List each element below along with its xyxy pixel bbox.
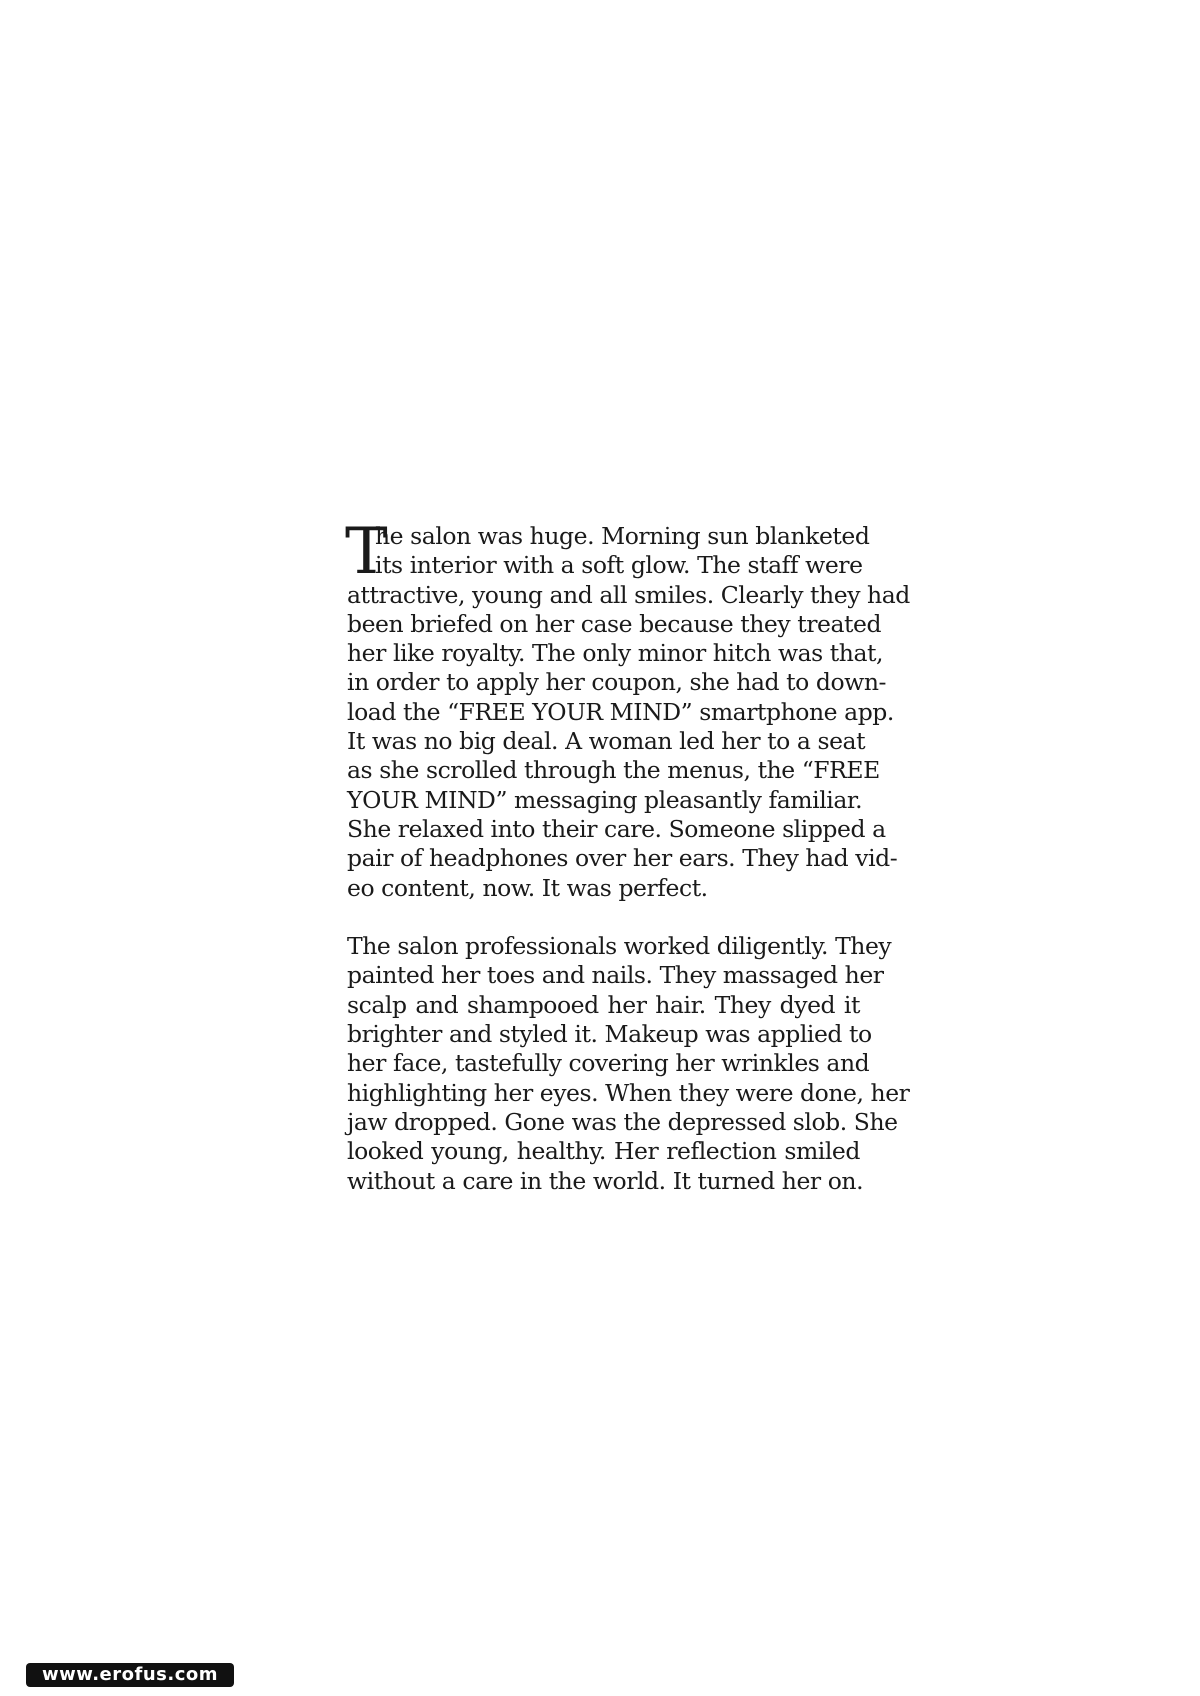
text-line: her like royalty. The only minor hitch was that, (347, 639, 884, 668)
text-line: She relaxed into their care. Someone slipped a (347, 814, 886, 843)
text-line: its interior with a soft glow. The staff were (375, 551, 863, 580)
text-line: scalp and shampooed her hair. They dyed it (347, 990, 860, 1019)
text-line: highlighting her eyes. When they were done, her (347, 1078, 910, 1107)
text-line: painted her toes and nails. They massaged her (347, 961, 884, 990)
text-line: eo content, now. It was perfect. (347, 873, 708, 902)
text-line: jaw dropped. Gone was the depressed slob. She (347, 1107, 898, 1136)
text-line: looked young, healthy. Her reflection smiled (347, 1137, 860, 1166)
text-line: load the “FREE YOUR MIND” smartphone app. (347, 697, 894, 726)
text-line: YOUR MIND” messaging pleasantly familiar. (347, 785, 863, 814)
text-line: attractive, young and all smiles. Clearly they had (347, 580, 910, 609)
paragraph-1 (345, 515, 910, 903)
text-line: pair of headphones over her ears. They had vid- (347, 844, 898, 873)
text-line: brighter and styled it. Makeup was applied to (347, 1020, 872, 1049)
drop-cap: T (345, 515, 388, 589)
body-text (345, 515, 910, 1196)
text-line: The salon professionals worked diligently. They (347, 932, 892, 961)
text-line: her face, tastefully covering her wrinkles and (347, 1049, 870, 1078)
paragraph-spacer (347, 903, 860, 932)
watermark-label: www.erofus.com (26, 1663, 234, 1687)
paragraph-2 (347, 932, 910, 1196)
text-line: as she scrolled through the menus, the “FREE (347, 756, 880, 785)
text-line: been briefed on her case because they treated (347, 609, 882, 638)
text-line: It was no big deal. A woman led her to a seat (347, 727, 866, 756)
text-line: in order to apply her coupon, she had to down- (347, 668, 887, 697)
text-line: he salon was huge. Morning sun blanketed (375, 522, 870, 550)
text-line: without a care in the world. It turned her on. (347, 1166, 864, 1195)
